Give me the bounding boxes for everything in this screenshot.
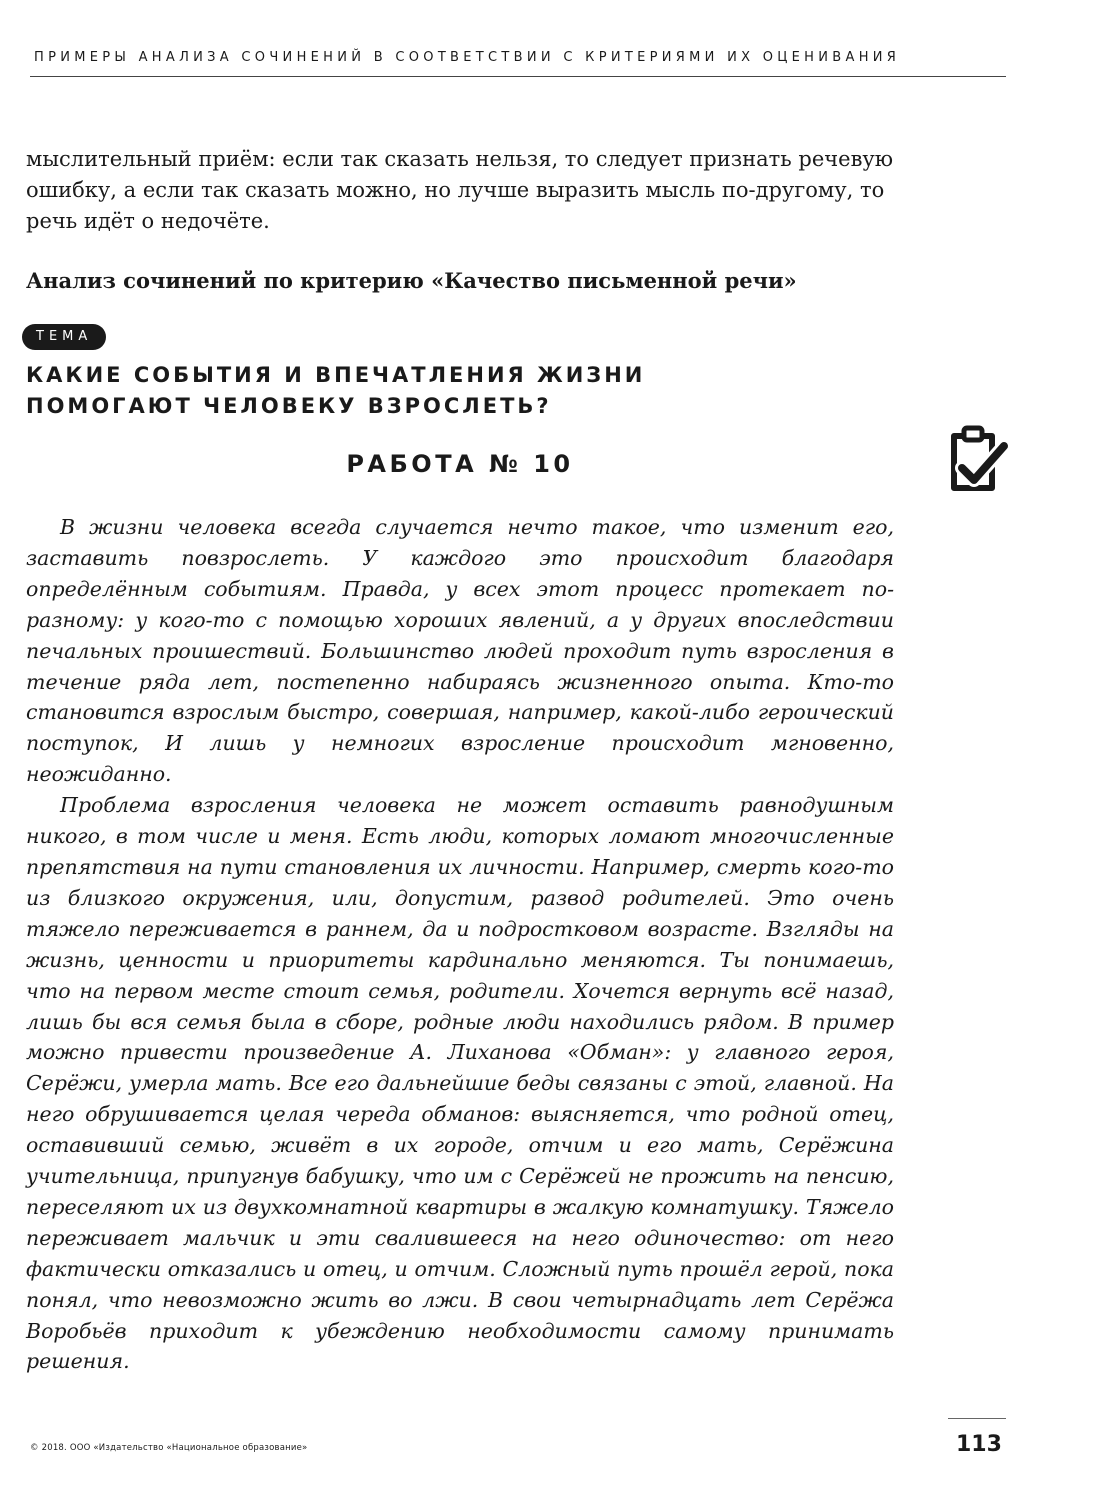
topic-title-line2: ПОМОГАЮТ ЧЕЛОВЕКУ ВЗРОСЛЕТЬ?: [26, 394, 552, 418]
topic-title: [26, 360, 726, 422]
footer-divider: [948, 1418, 1006, 1419]
clipboard-check-icon: [940, 422, 1012, 494]
header-divider: [30, 76, 1006, 77]
copyright-notice: © 2018. ООО «Издательство «Национальное образование»: [30, 1443, 308, 1453]
running-header: ПРИМЕРЫ АНАЛИЗА СОЧИНЕНИЙ В СООТВЕТСТВИИ С КРИТЕРИЯМИ ИХ ОЦЕНИВАНИЯ: [34, 50, 901, 65]
essay-paragraph-2: Проблема взросления человека не может оставить равнодушным никого, в том числе и меня. Есть люди, которых ломают многочисленные препятствия на пути становления их личности. Например, смерть кого-то из близкого окружения, или, допустим, развод родителей. Это очень тяжело переживается в раннем, да и подростковом возрасте. Взгляды на жизнь, ценности и приоритеты кардинально меняются. Ты понимаешь, что на первом месте стоит семья, родители. Хочется вернуть всё назад, лишь бы вся семья была в сборе, родные люди находились рядом. В пример можно привести произведение А. Лиханова «Обман»: у главного героя, Серёжи, умерла мать. Все его дальнейшие беды связаны с этой, главной. На него обрушивается целая череда обманов: выясняется, что родной отец, оставивший семью, живёт в их городе, отчим и его мать, Серёжина учительница, припугнув бабушку, что им с Серёжей не прожить на пенсию, переселяют их из двухкомнатной квартиры в жалкую комнатушку. Тяжело переживает мальчик и эти свалившееся на него одиночество: от него фактически отказались и отец, и отчим. Сложный путь прошёл герой, пока понял, что невозможно жить во лжи. В свои четырнадцать лет Серёжа Воробьёв приходит к убеждению необходимости самому принимать решения.: [26, 793, 894, 1374]
intro-paragraph: мыслительный приём: если так сказать нельзя, то следует признать речевую ошибку, а если так сказать можно, но лучше выразить мысль по-другому, то речь идёт о недочёте.: [26, 147, 894, 233]
essay-paragraph-1: В жизни человека всегда случается нечто такое, что изменит его, заставить повзрослеть. У каждого это происходит благодаря определённым событиям. Правда, у всех этот процесс протекает по-разному: у кого-то с помощью хороших явлений, а у других впоследствии печальных проишествий. Большинство людей проходит путь взросления в течение ряда лет, постепенно набираясь жизненного опыта. Кто-то становится взрослым быстро, совершая, например, какой-либо героический поступок, И лишь у немногих взросление происходит мгновенно, неожиданно.: [26, 515, 894, 787]
work-title: РАБОТА № 10: [346, 450, 574, 478]
section-heading: Анализ сочинений по критерию «Качество письменной речи»: [26, 268, 797, 293]
essay-text: [26, 512, 894, 1377]
page-number: 113: [956, 1432, 1002, 1457]
topic-badge: ТЕМА: [22, 324, 106, 350]
clipboard-check-icon-graphic: [940, 422, 1012, 494]
topic-title-line1: КАКИЕ СОБЫТИЯ И ВПЕЧАТЛЕНИЯ ЖИЗНИ: [26, 363, 646, 387]
